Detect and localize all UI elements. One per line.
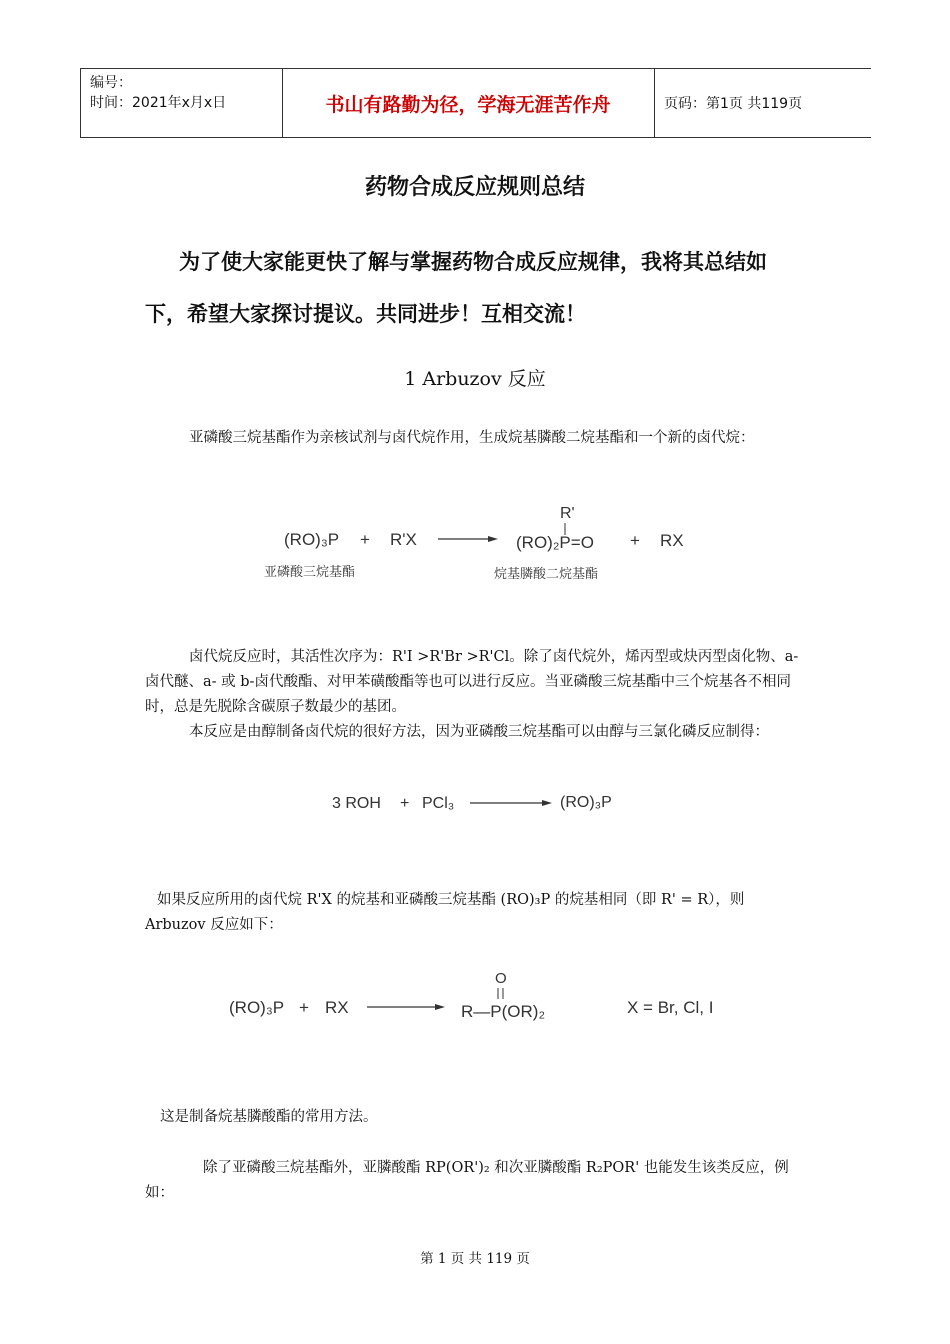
header-motto: 书山有路勤为径，学海无涯苦作舟 bbox=[325, 93, 611, 116]
eq2-reactant1: 3 ROH bbox=[332, 795, 381, 812]
eq3-arrowhead bbox=[435, 1004, 445, 1010]
eq1-label-reactant: 亚磷酸三烷基酯 bbox=[264, 564, 356, 579]
eq3-plus: + bbox=[299, 998, 309, 1017]
section-title: 1 Arbuzov 反应 bbox=[404, 368, 546, 390]
eq3-reactant1: (RO)₃P bbox=[229, 998, 285, 1017]
eq2-plus: + bbox=[400, 795, 410, 812]
eq1-arrowhead bbox=[488, 536, 498, 542]
header-table bbox=[80, 68, 871, 138]
eq3-product: R—P(OR)₂ bbox=[461, 1002, 546, 1021]
equation-1 bbox=[250, 498, 720, 590]
equation-2 bbox=[320, 782, 640, 822]
eq1-substituent: R' bbox=[560, 505, 575, 522]
intro-paragraph bbox=[145, 236, 805, 340]
header-divider bbox=[80, 69, 81, 137]
header-number: 编号： bbox=[90, 75, 132, 91]
paragraph-2: 卤代烷反应时，其活性次序为：R'I >R'Br >R'Cl。除了卤代烷外，烯丙型或炔丙型卤化物、a-卤代醚、a- 或 b-卤代酸酯、对甲苯磺酸酯等也可以进行反应。当亚磷酸三烷基酯中三个烷基各不相同时，总是先脱除含碳原子数最少的基团。 bbox=[145, 649, 799, 715]
intro-text: 为了使大家能更快了解与掌握药物合成反应规律，我将其总结如下，希望大家探讨提议。共同进步！互相交流！ bbox=[145, 250, 767, 326]
eq2-reactant2: PCl₃ bbox=[422, 795, 455, 812]
eq1-plus2: + bbox=[630, 531, 640, 550]
header-time: 时间：2021年x月x日 bbox=[90, 95, 227, 111]
page-footer: 第 1 页 共 119 页 bbox=[420, 1251, 530, 1267]
eq2-product: (RO)₃P bbox=[560, 794, 612, 811]
eq3-oxygen: O bbox=[495, 970, 507, 987]
paragraph-6: 除了亚磷酸三烷基酯外，亚膦酸酯 RP(OR')₂ 和次亚膦酸酯 R₂POR' 也能发生该类反应，例如： bbox=[145, 1160, 789, 1201]
header-divider bbox=[654, 69, 655, 137]
paragraph-3: 本反应是由醇制备卤代烷的很好方法，因为亚磷酸三烷基酯可以由醇与三氯化磷反应制得： bbox=[189, 724, 769, 740]
paragraph-5: 这是制备烷基膦酸酯的常用方法。 bbox=[160, 1109, 378, 1125]
eq1-reactant1: (RO)₃P bbox=[284, 530, 340, 549]
document-title: 药物合成反应规则总结 bbox=[364, 175, 585, 200]
eq1-plus: + bbox=[360, 530, 370, 549]
eq2-arrowhead bbox=[542, 800, 552, 806]
eq3-reactant2: RX bbox=[325, 998, 349, 1017]
eq1-product: (RO)₂P=O bbox=[516, 533, 594, 552]
eq1-label-product: 烷基膦酸二烷基酯 bbox=[494, 566, 599, 581]
eq3-note: X = Br, Cl, I bbox=[627, 998, 714, 1017]
eq1-reactant2: R'X bbox=[390, 530, 417, 549]
paragraph-4: 如果反应所用的卤代烷 R'X 的烷基和亚磷酸三烷基酯 (RO)₃P 的烷基相同（即 R' = R），则 Arbuzov 反应如下： bbox=[145, 892, 745, 933]
equation-3 bbox=[215, 965, 745, 1030]
eq1-product2: RX bbox=[660, 531, 684, 550]
paragraph-1: 亚磷酸三烷基酯作为亲核试剂与卤代烷作用，生成烷基膦酸二烷基酯和一个新的卤代烷： bbox=[189, 430, 755, 446]
header-page-count: 页码：第1页 共119页 bbox=[664, 96, 803, 112]
header-meta bbox=[90, 73, 226, 113]
